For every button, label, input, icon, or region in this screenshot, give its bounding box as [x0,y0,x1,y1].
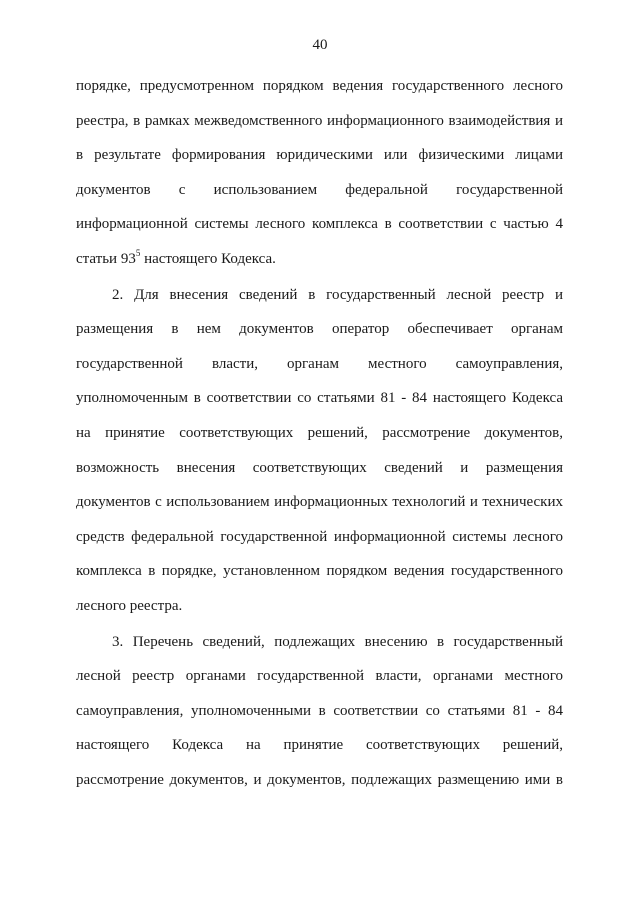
document-body [76,69,563,797]
paragraph-3 [76,625,563,798]
text-line: на принятие соответствующих решений, рассмотрение документов, [76,424,563,441]
paragraph-2 [76,278,563,624]
text-line: лесной реестр органами государственной власти, органами местного [76,668,563,685]
text-line: рассмотрение документов, и документов, подлежащих размещению ими в [76,771,563,788]
text-fragment: статьи 93 [76,250,136,267]
text-line: 3. Перечень сведений, подлежащих внесению в государственный [112,633,563,650]
paragraph-1 [76,69,563,277]
page-number: 40 [312,37,328,53]
text-line: самоуправления, уполномоченными в соответствии со статьями 81 - 84 [76,702,563,719]
text-line: государственной власти, органам местного самоуправления, [76,355,563,372]
text-line: средств федеральной государственной информационной системы лесного [76,528,563,545]
text-line: документов с использованием информационных технологий и технических [76,494,563,511]
text-line: размещения в нем документов оператор обеспечивает органам [76,321,563,338]
text-line: уполномоченным в соответствии со статьями 81 - 84 настоящего Кодекса [76,390,563,407]
text-line: комплекса в порядке, установленном порядком ведения государственного [76,563,563,580]
text-line: реестра, в рамках межведомственного информационного взаимодействия и [76,112,563,129]
text-line: порядке, предусмотренном порядком ведения государственного лесного [76,78,563,94]
text-line: информационной системы лесного комплекса в соответствии с частью 4 [76,216,563,233]
superscript-number: 5 [135,247,141,258]
text-line: документов с использованием федеральной государственной [76,181,563,198]
text-line: 2. Для внесения сведений в государственный лесной реестр и [112,286,563,303]
text-line: настоящего Кодекса на принятие соответствующих решений, [76,737,563,754]
text-line: в результате формирования юридическими или физическими лицами [76,147,563,164]
text-fragment: настоящего Кодекса. [140,250,276,267]
text-line: возможность внесения соответствующих сведений и размещения [76,459,563,476]
text-line: лесного реестра. [76,597,183,614]
text-line [76,242,563,277]
